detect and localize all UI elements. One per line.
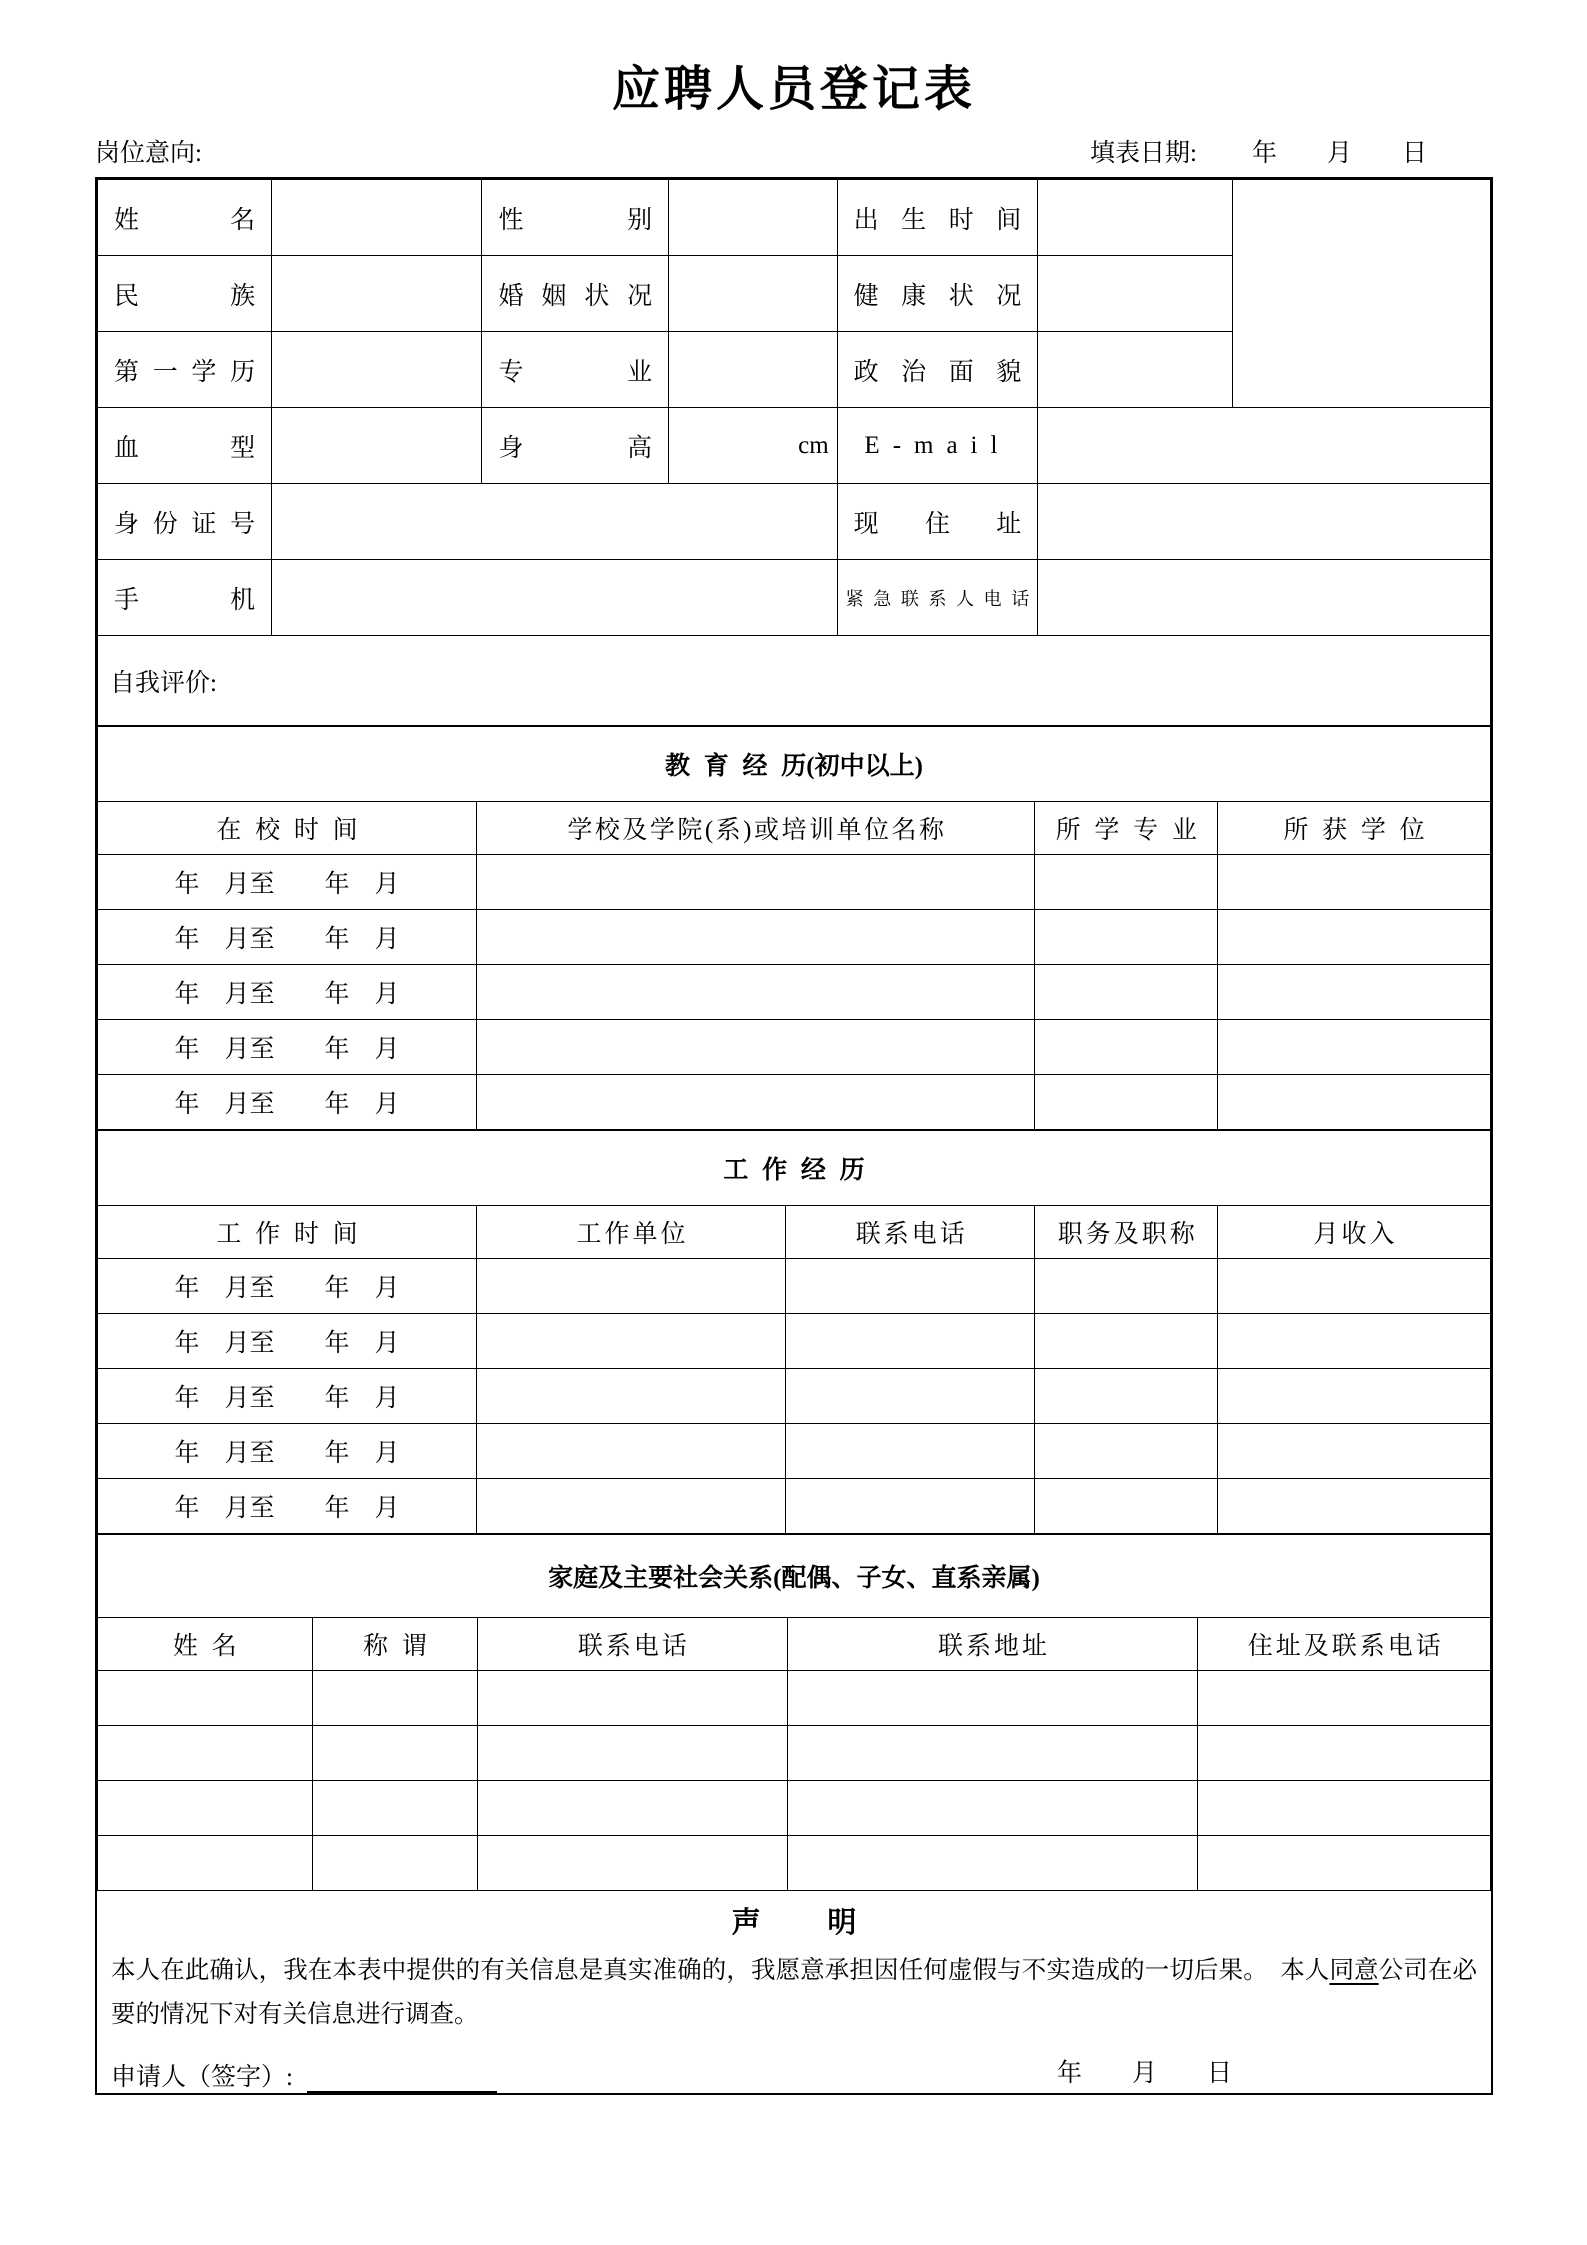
edu-header-school bbox=[476, 802, 1035, 855]
family-relation-input-cell[interactable] bbox=[312, 1726, 478, 1781]
education-title-note: (初中以上) bbox=[806, 753, 923, 780]
family-header-address-label: 联系地址 bbox=[937, 1633, 1050, 1660]
family-header-name-label: 姓名 bbox=[172, 1633, 251, 1660]
declaration-section bbox=[97, 1891, 1491, 2093]
family-row bbox=[98, 1836, 1491, 1891]
work-header-income-label: 月收入 bbox=[1313, 1221, 1398, 1248]
birth-date-input-cell[interactable] bbox=[1038, 180, 1233, 256]
height-input-cell[interactable] bbox=[669, 408, 838, 484]
self-evaluation-label: 自我评价: bbox=[110, 669, 217, 697]
family-table bbox=[97, 1534, 1491, 1891]
emergency-contact-label: 紧急联系人电话 bbox=[837, 560, 1038, 636]
edu-period-input-cell[interactable]: 年 月至 年 月 bbox=[98, 855, 477, 910]
education-title-text: 教育经历 bbox=[665, 753, 821, 780]
edu-degree-input-cell[interactable] bbox=[1217, 910, 1490, 965]
edu-school-input-cell[interactable] bbox=[476, 855, 1035, 910]
family-name-input-cell[interactable] bbox=[98, 1726, 313, 1781]
declaration-text-underlined: 同意 bbox=[1329, 1957, 1379, 1984]
work-income-input-cell[interactable] bbox=[1217, 1479, 1490, 1534]
family-name-input-cell[interactable] bbox=[98, 1836, 313, 1891]
emergency-contact-input-cell[interactable] bbox=[1038, 560, 1491, 636]
family-header-address bbox=[787, 1618, 1198, 1671]
work-header-employer-label: 工作单位 bbox=[576, 1221, 689, 1248]
work-phone-input-cell[interactable] bbox=[786, 1369, 1035, 1424]
signature-blank[interactable] bbox=[307, 2059, 497, 2093]
political-status-label: 政治面貌 bbox=[837, 332, 1038, 408]
work-row bbox=[98, 1479, 1491, 1534]
family-header-phone bbox=[478, 1618, 787, 1671]
self-evaluation-cell[interactable] bbox=[98, 636, 1491, 726]
work-table bbox=[97, 1130, 1491, 1534]
major-label: 专业 bbox=[482, 332, 669, 408]
family-row bbox=[98, 1726, 1491, 1781]
fill-date-label: 填表日期: bbox=[1090, 140, 1197, 167]
education-row bbox=[98, 910, 1491, 965]
edu-period-input-cell[interactable]: 年 月至 年 月 bbox=[98, 910, 477, 965]
work-header-position-label: 职务及职称 bbox=[1057, 1221, 1198, 1248]
work-title-text: 工作经历 bbox=[723, 1157, 879, 1184]
email-label: E-mail bbox=[837, 408, 1038, 484]
work-employer-input-cell[interactable] bbox=[476, 1424, 785, 1479]
education-row bbox=[98, 1020, 1491, 1075]
name-label: 姓名 bbox=[98, 180, 272, 256]
page-title: 应聘人员登记表 bbox=[611, 63, 976, 116]
work-position-input-cell[interactable] bbox=[1035, 1479, 1217, 1534]
family-phone-input-cell[interactable] bbox=[478, 1836, 787, 1891]
fill-date-blanks[interactable]: 年 月 日 bbox=[1251, 140, 1427, 167]
edu-major-input-cell[interactable] bbox=[1035, 1020, 1217, 1075]
work-position-input-cell[interactable] bbox=[1035, 1369, 1217, 1424]
first-degree-input-cell[interactable] bbox=[272, 332, 482, 408]
height-unit-label: cm bbox=[798, 431, 829, 459]
name-input-cell[interactable] bbox=[272, 180, 482, 256]
declaration-title bbox=[111, 1903, 1477, 1943]
blood-type-input-cell[interactable] bbox=[272, 408, 482, 484]
edu-degree-input-cell[interactable] bbox=[1217, 965, 1490, 1020]
education-section-title bbox=[98, 727, 1491, 802]
work-period-input-cell[interactable]: 年 月至 年 月 bbox=[98, 1259, 477, 1314]
family-phone-input-cell[interactable] bbox=[478, 1671, 787, 1726]
work-phone-input-cell[interactable] bbox=[786, 1259, 1035, 1314]
work-employer-input-cell[interactable] bbox=[476, 1369, 785, 1424]
work-phone-input-cell[interactable] bbox=[786, 1479, 1035, 1534]
work-employer-input-cell[interactable] bbox=[476, 1479, 785, 1534]
gender-input-cell[interactable] bbox=[669, 180, 838, 256]
family-phone-input-cell[interactable] bbox=[478, 1781, 787, 1836]
family-address-phone-input-cell[interactable] bbox=[1198, 1781, 1491, 1836]
ethnicity-label: 民族 bbox=[98, 256, 272, 332]
family-header-name bbox=[98, 1618, 313, 1671]
family-address-input-cell[interactable] bbox=[787, 1726, 1198, 1781]
work-income-input-cell[interactable] bbox=[1217, 1259, 1490, 1314]
gender-label: 性别 bbox=[482, 180, 669, 256]
family-name-input-cell[interactable] bbox=[98, 1781, 313, 1836]
family-header-address-phone-label: 住址及联系电话 bbox=[1247, 1633, 1444, 1660]
education-row bbox=[98, 965, 1491, 1020]
family-relation-input-cell[interactable] bbox=[312, 1781, 478, 1836]
family-section-title: 家庭及主要社会关系(配偶、子女、直系亲属) bbox=[98, 1535, 1491, 1618]
blood-type-label: 血型 bbox=[98, 408, 272, 484]
work-employer-input-cell[interactable] bbox=[476, 1314, 785, 1369]
edu-header-degree bbox=[1217, 802, 1490, 855]
declaration-text-2: 公司在必要的情况下对有关信息进行调查。 bbox=[111, 1957, 1478, 2028]
family-address-input-cell[interactable] bbox=[787, 1671, 1198, 1726]
personal-info-table bbox=[97, 179, 1491, 726]
edu-school-input-cell[interactable] bbox=[476, 965, 1035, 1020]
work-header-period bbox=[98, 1206, 477, 1259]
edu-major-input-cell[interactable] bbox=[1035, 965, 1217, 1020]
work-income-input-cell[interactable] bbox=[1217, 1314, 1490, 1369]
edu-degree-input-cell[interactable] bbox=[1217, 855, 1490, 910]
family-header-relation-label: 称谓 bbox=[363, 1633, 441, 1660]
family-relation-input-cell[interactable] bbox=[312, 1836, 478, 1891]
health-status-input-cell[interactable] bbox=[1038, 256, 1233, 332]
family-header-address-phone bbox=[1198, 1618, 1491, 1671]
family-relation-input-cell[interactable] bbox=[312, 1671, 478, 1726]
family-address-phone-input-cell[interactable] bbox=[1198, 1671, 1491, 1726]
work-row bbox=[98, 1259, 1491, 1314]
family-address-phone-input-cell[interactable] bbox=[1198, 1726, 1491, 1781]
meta-row bbox=[95, 133, 1493, 169]
current-address-input-cell[interactable] bbox=[1038, 484, 1491, 560]
edu-header-degree-label: 所获学位 bbox=[1283, 817, 1439, 844]
family-address-input-cell[interactable] bbox=[787, 1836, 1198, 1891]
marital-status-input-cell[interactable] bbox=[669, 256, 838, 332]
photo-box[interactable] bbox=[1233, 180, 1491, 408]
height-label: 身高 bbox=[482, 408, 669, 484]
work-period-input-cell[interactable]: 年 月至 年 月 bbox=[98, 1314, 477, 1369]
declaration-body bbox=[111, 1949, 1477, 2037]
edu-school-input-cell[interactable] bbox=[476, 1075, 1035, 1130]
edu-header-school-label: 学校及学院(系)或培训单位名称 bbox=[567, 817, 947, 844]
declaration-text-1: 本人在此确认，我在本表中提供的有关信息是真实准确的，我愿意承担因任何虚假与不实造成的一切后果。 本人 bbox=[111, 1957, 1330, 1984]
education-row bbox=[98, 1075, 1491, 1130]
family-address-phone-input-cell[interactable] bbox=[1198, 1836, 1491, 1891]
edu-period-input-cell[interactable]: 年 月至 年 月 bbox=[98, 1020, 477, 1075]
edu-school-input-cell[interactable] bbox=[476, 910, 1035, 965]
ethnicity-input-cell[interactable] bbox=[272, 256, 482, 332]
work-header-income bbox=[1217, 1206, 1490, 1259]
work-header-phone-label: 联系电话 bbox=[855, 1221, 968, 1248]
declaration-date-blanks[interactable]: 年 月 日 bbox=[1056, 2060, 1232, 2087]
work-period-input-cell[interactable]: 年 月至 年 月 bbox=[98, 1479, 477, 1534]
work-position-input-cell[interactable] bbox=[1035, 1259, 1217, 1314]
major-input-cell[interactable] bbox=[669, 332, 838, 408]
edu-period-input-cell[interactable]: 年 月至 年 月 bbox=[98, 965, 477, 1020]
work-section-title bbox=[98, 1131, 1491, 1206]
work-row bbox=[98, 1424, 1491, 1479]
family-name-input-cell[interactable] bbox=[98, 1671, 313, 1726]
family-header-phone-label: 联系电话 bbox=[577, 1633, 690, 1660]
edu-school-input-cell[interactable] bbox=[476, 1020, 1035, 1075]
work-row bbox=[98, 1314, 1491, 1369]
family-row bbox=[98, 1671, 1491, 1726]
work-income-input-cell[interactable] bbox=[1217, 1424, 1490, 1479]
position-intent-label: 岗位意向: bbox=[95, 140, 202, 167]
work-period-input-cell[interactable]: 年 月至 年 月 bbox=[98, 1424, 477, 1479]
edu-period-input-cell[interactable]: 年 月至 年 月 bbox=[98, 1075, 477, 1130]
edu-header-major-label: 所学专业 bbox=[1055, 817, 1211, 844]
edu-major-input-cell[interactable] bbox=[1035, 1075, 1217, 1130]
declaration-title-text: 声明 bbox=[731, 1907, 924, 1939]
work-phone-input-cell[interactable] bbox=[786, 1424, 1035, 1479]
form-sheet bbox=[95, 177, 1493, 2095]
work-period-input-cell[interactable]: 年 月至 年 月 bbox=[98, 1369, 477, 1424]
email-input-cell[interactable] bbox=[1038, 408, 1491, 484]
edu-header-major bbox=[1035, 802, 1217, 855]
edu-major-input-cell[interactable] bbox=[1035, 910, 1217, 965]
health-status-label: 健康状况 bbox=[837, 256, 1038, 332]
marital-status-label: 婚姻状况 bbox=[482, 256, 669, 332]
work-header-period-label: 工作时间 bbox=[216, 1221, 372, 1248]
id-number-input-cell[interactable] bbox=[272, 484, 838, 560]
edu-header-period-label: 在校时间 bbox=[216, 817, 372, 844]
id-number-label: 身份证号 bbox=[98, 484, 272, 560]
fill-date-group bbox=[1090, 133, 1493, 169]
work-position-input-cell[interactable] bbox=[1035, 1314, 1217, 1369]
signer-label: 申请人（签字）: bbox=[111, 2064, 293, 2091]
work-header-employer bbox=[476, 1206, 785, 1259]
current-address-label: 现住址 bbox=[837, 484, 1038, 560]
work-position-input-cell[interactable] bbox=[1035, 1424, 1217, 1479]
edu-degree-input-cell[interactable] bbox=[1217, 1020, 1490, 1075]
work-header-phone bbox=[786, 1206, 1035, 1259]
family-header-relation bbox=[312, 1618, 478, 1671]
work-row bbox=[98, 1369, 1491, 1424]
first-degree-label: 第一学历 bbox=[98, 332, 272, 408]
mobile-label: 手机 bbox=[98, 560, 272, 636]
edu-degree-input-cell[interactable] bbox=[1217, 1075, 1490, 1130]
family-address-input-cell[interactable] bbox=[787, 1781, 1198, 1836]
education-table bbox=[97, 726, 1491, 1130]
political-status-input-cell[interactable] bbox=[1038, 332, 1233, 408]
work-phone-input-cell[interactable] bbox=[786, 1314, 1035, 1369]
education-row bbox=[98, 855, 1491, 910]
work-header-position bbox=[1035, 1206, 1217, 1259]
work-income-input-cell[interactable] bbox=[1217, 1369, 1490, 1424]
edu-major-input-cell[interactable] bbox=[1035, 855, 1217, 910]
edu-header-period bbox=[98, 802, 477, 855]
family-row bbox=[98, 1781, 1491, 1836]
signature-row bbox=[111, 2043, 1477, 2093]
work-employer-input-cell[interactable] bbox=[476, 1259, 785, 1314]
family-phone-input-cell[interactable] bbox=[478, 1726, 787, 1781]
birth-date-label: 出生时间 bbox=[837, 180, 1038, 256]
mobile-input-cell[interactable] bbox=[272, 560, 838, 636]
